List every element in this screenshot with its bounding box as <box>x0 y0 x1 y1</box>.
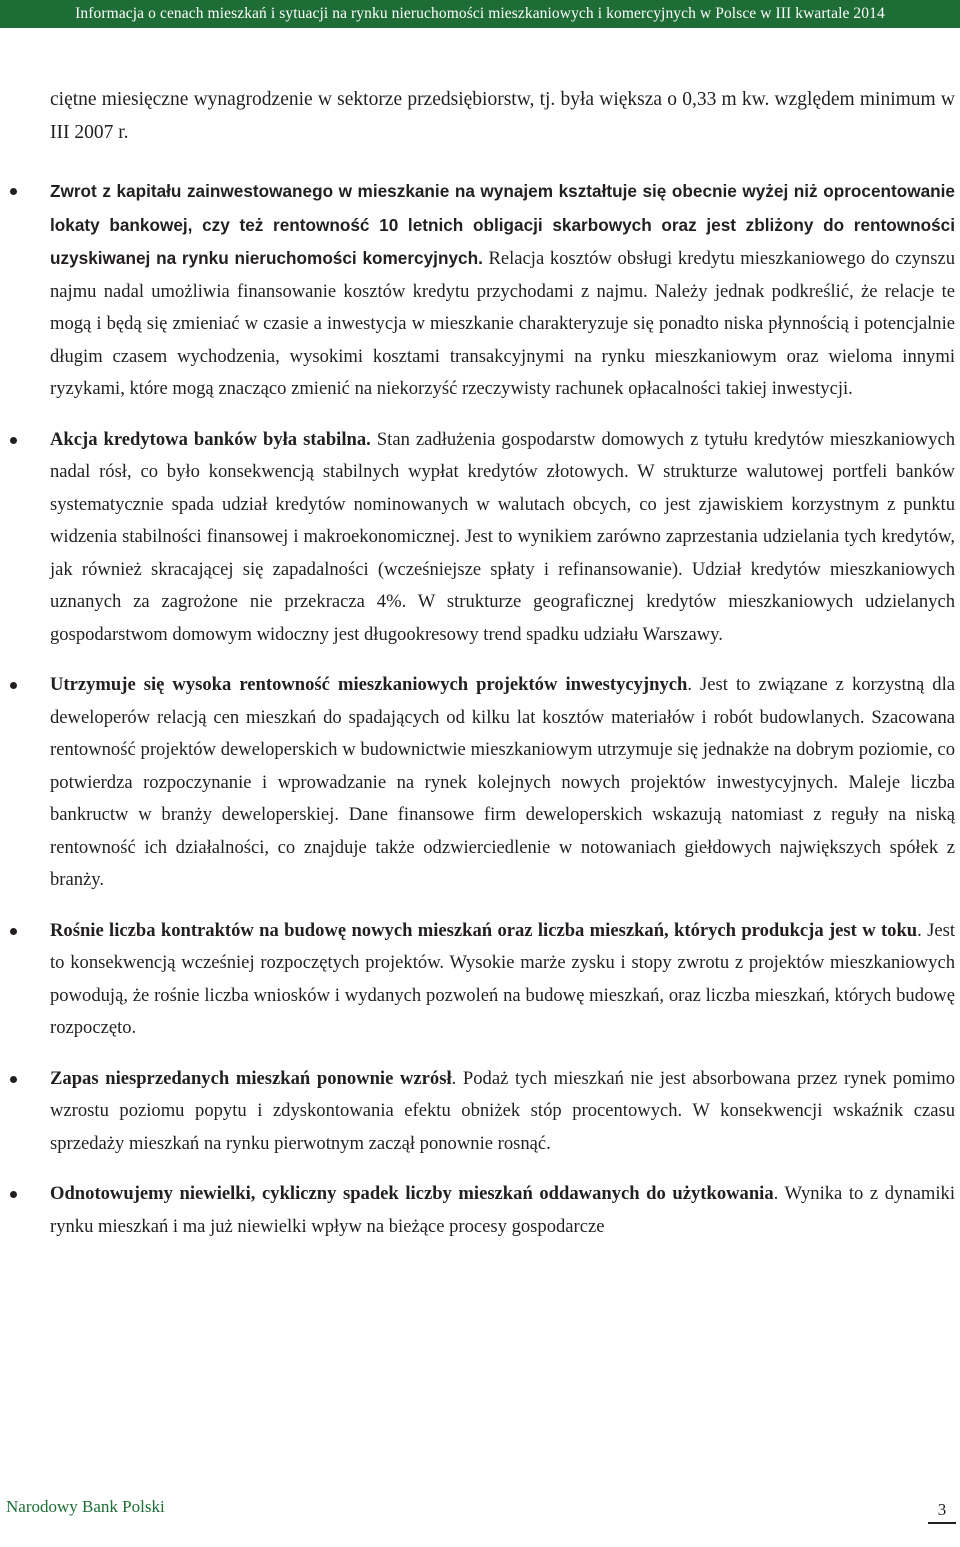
document-body <box>0 84 960 1243</box>
bullet-item-project-profitability <box>0 669 955 897</box>
bullet-text: . Podaż tych mieszkań nie jest absorbowana przez rynek pomimo wzrostu poziomu popytu i zdyskontowania efektu obniżek stóp procentowych. W konsekwencji wskaźnik czasu sprzedaży mieszkań na rynku pierwotnym zaczął ponownie rosnąć. <box>50 1067 955 1154</box>
bullet-heading: Odnotowujemy niewielki, cykliczny spadek liczby mieszkań oddawanych do użytkowania <box>50 1183 774 1204</box>
bullet-heading: Rośnie liczba kontraktów na budowę nowych mieszkań oraz liczba mieszkań, których produkcja jest w toku <box>50 919 918 941</box>
footer-publisher: Narodowy Bank Polski <box>6 1497 165 1516</box>
continued-paragraph: ciętne miesięczne wynagrodzenie w sektorze przedsiębiorstw, tj. była większa o 0,33 m kw. względem minimum w III 2007 r. <box>50 89 955 143</box>
bullet-icon <box>10 437 17 444</box>
bullet-icon <box>10 188 17 195</box>
bullet-text: Relacja kosztów obsługi kredytu mieszkaniowego do czynszu najmu nadal umożliwia finansowanie kosztów kredytu przychodami z najmu. Należy jednak podkreślić, że relacje te mogą i będą się zmieniać w czasie a inwestycja w mieszkanie charakteryzuje się ponadto niska płynnością i potencjalnie długim czasem wychodzenia, wysokimi kosztami transakcyjnymi na rynku mieszkaniowym oraz wieloma innymi ryzykami, które mogą znacząco zmienić na niekorzyść rzeczywisty rachunek opłacalności takiej inwestycji. <box>50 248 955 399</box>
bullet-text: . Jest to konsekwencją wcześniej rozpoczętych projektów. Wysokie marże zysku i stopy zwrotu z projektów mieszkaniowych powodują, że rośnie liczba wniosków i wydanych pozwoleń na budowę mieszkań, oraz liczba mieszkań, których budowę rozpoczęto. <box>50 919 955 1038</box>
page-number: 3 <box>928 1500 956 1524</box>
bullet-icon <box>10 682 17 689</box>
bullet-heading: Zwrot z kapitału zainwestowanego w mieszkanie na wynajem kształtuje się obecnie wyżej niż oprocentowanie lokaty bankowej, czy też rentowność 10 letnich obligacji skarbowych oraz jest zbliżony do rentowności uzyskiwanej na rynku nieruchomości komercyjnych. <box>50 181 955 268</box>
bullet-item-unsold-stock <box>0 1063 955 1161</box>
bullet-item-return-on-capital <box>0 175 955 406</box>
bullet-icon <box>10 1191 17 1198</box>
bullet-icon <box>10 1076 17 1083</box>
bullet-item-completions-decline <box>0 1178 955 1243</box>
bullet-heading: Utrzymuje się wysoka rentowność mieszkaniowych projektów inwestycyjnych <box>50 674 688 695</box>
bullet-icon <box>10 928 17 935</box>
bullet-text: . Jest to związane z korzystną dla deweloperów relacją cen mieszkań do spadających od kilku lat kosztów materiałów i robót budowlanych. Szacowana rentowność projektów deweloperskich w budownictwie mieszkaniowym utrzymuje się jednakże na dobrym poziomie, co potwierdza rozpoczynanie i wprowadzanie na rynek kolejnych nowych projektów inwestycyjnych. Maleje liczba bankructw w branży deweloperskiej. Dane finansowe firm deweloperskich wskazują natomiast z reguły na niską rentowność ich działalności, co znajduje także odzwierciedlenie w notowaniach giełdowych największych spółek z branży. <box>50 674 955 890</box>
bullet-item-construction-contracts <box>0 915 955 1045</box>
bullet-text: . Wynika to z dynamiki rynku mieszkań i ma już niewielki wpływ na bieżące procesy gospodarcze <box>50 1183 955 1237</box>
bullet-text: Stan zadłużenia gospodarstw domowych z tytułu kredytów mieszkaniowych nadal rósł, co było konsekwencją stabilnych wypłat kredytów złotowych. W strukturze walutowej portfeli banków systematycznie spada udział kredytów nominowanych w walutach obcych, co jest zjawiskiem korzystnym z punktu widzenia stabilności finansowej i makroekonomicznej. Jest to wynikiem zarówno zaprzestania udzielania tych kredytów, jak również skracającej się zapadalności (wcześniejsze spłaty i refinansowanie). Udział kredytów mieszkaniowych uznanych za zagrożone nie przekracza 4%. W strukturze geograficznej kredytów mieszkaniowych udzielanych gospodarstwom domowym widoczny jest długookresowy trend spadku udziału Warszawy. <box>50 428 955 645</box>
running-header: Informacja o cenach mieszkań i sytuacji na rynku nieruchomości mieszkaniowych i komercyjnych w Polsce w III kwartale 2014 <box>0 0 960 28</box>
bullet-item-credit-activity <box>0 424 955 652</box>
bullet-heading: Akcja kredytowa banków była stabilna. <box>50 428 371 450</box>
bullet-heading: Zapas niesprzedanych mieszkań ponownie wzrósł <box>50 1067 452 1089</box>
